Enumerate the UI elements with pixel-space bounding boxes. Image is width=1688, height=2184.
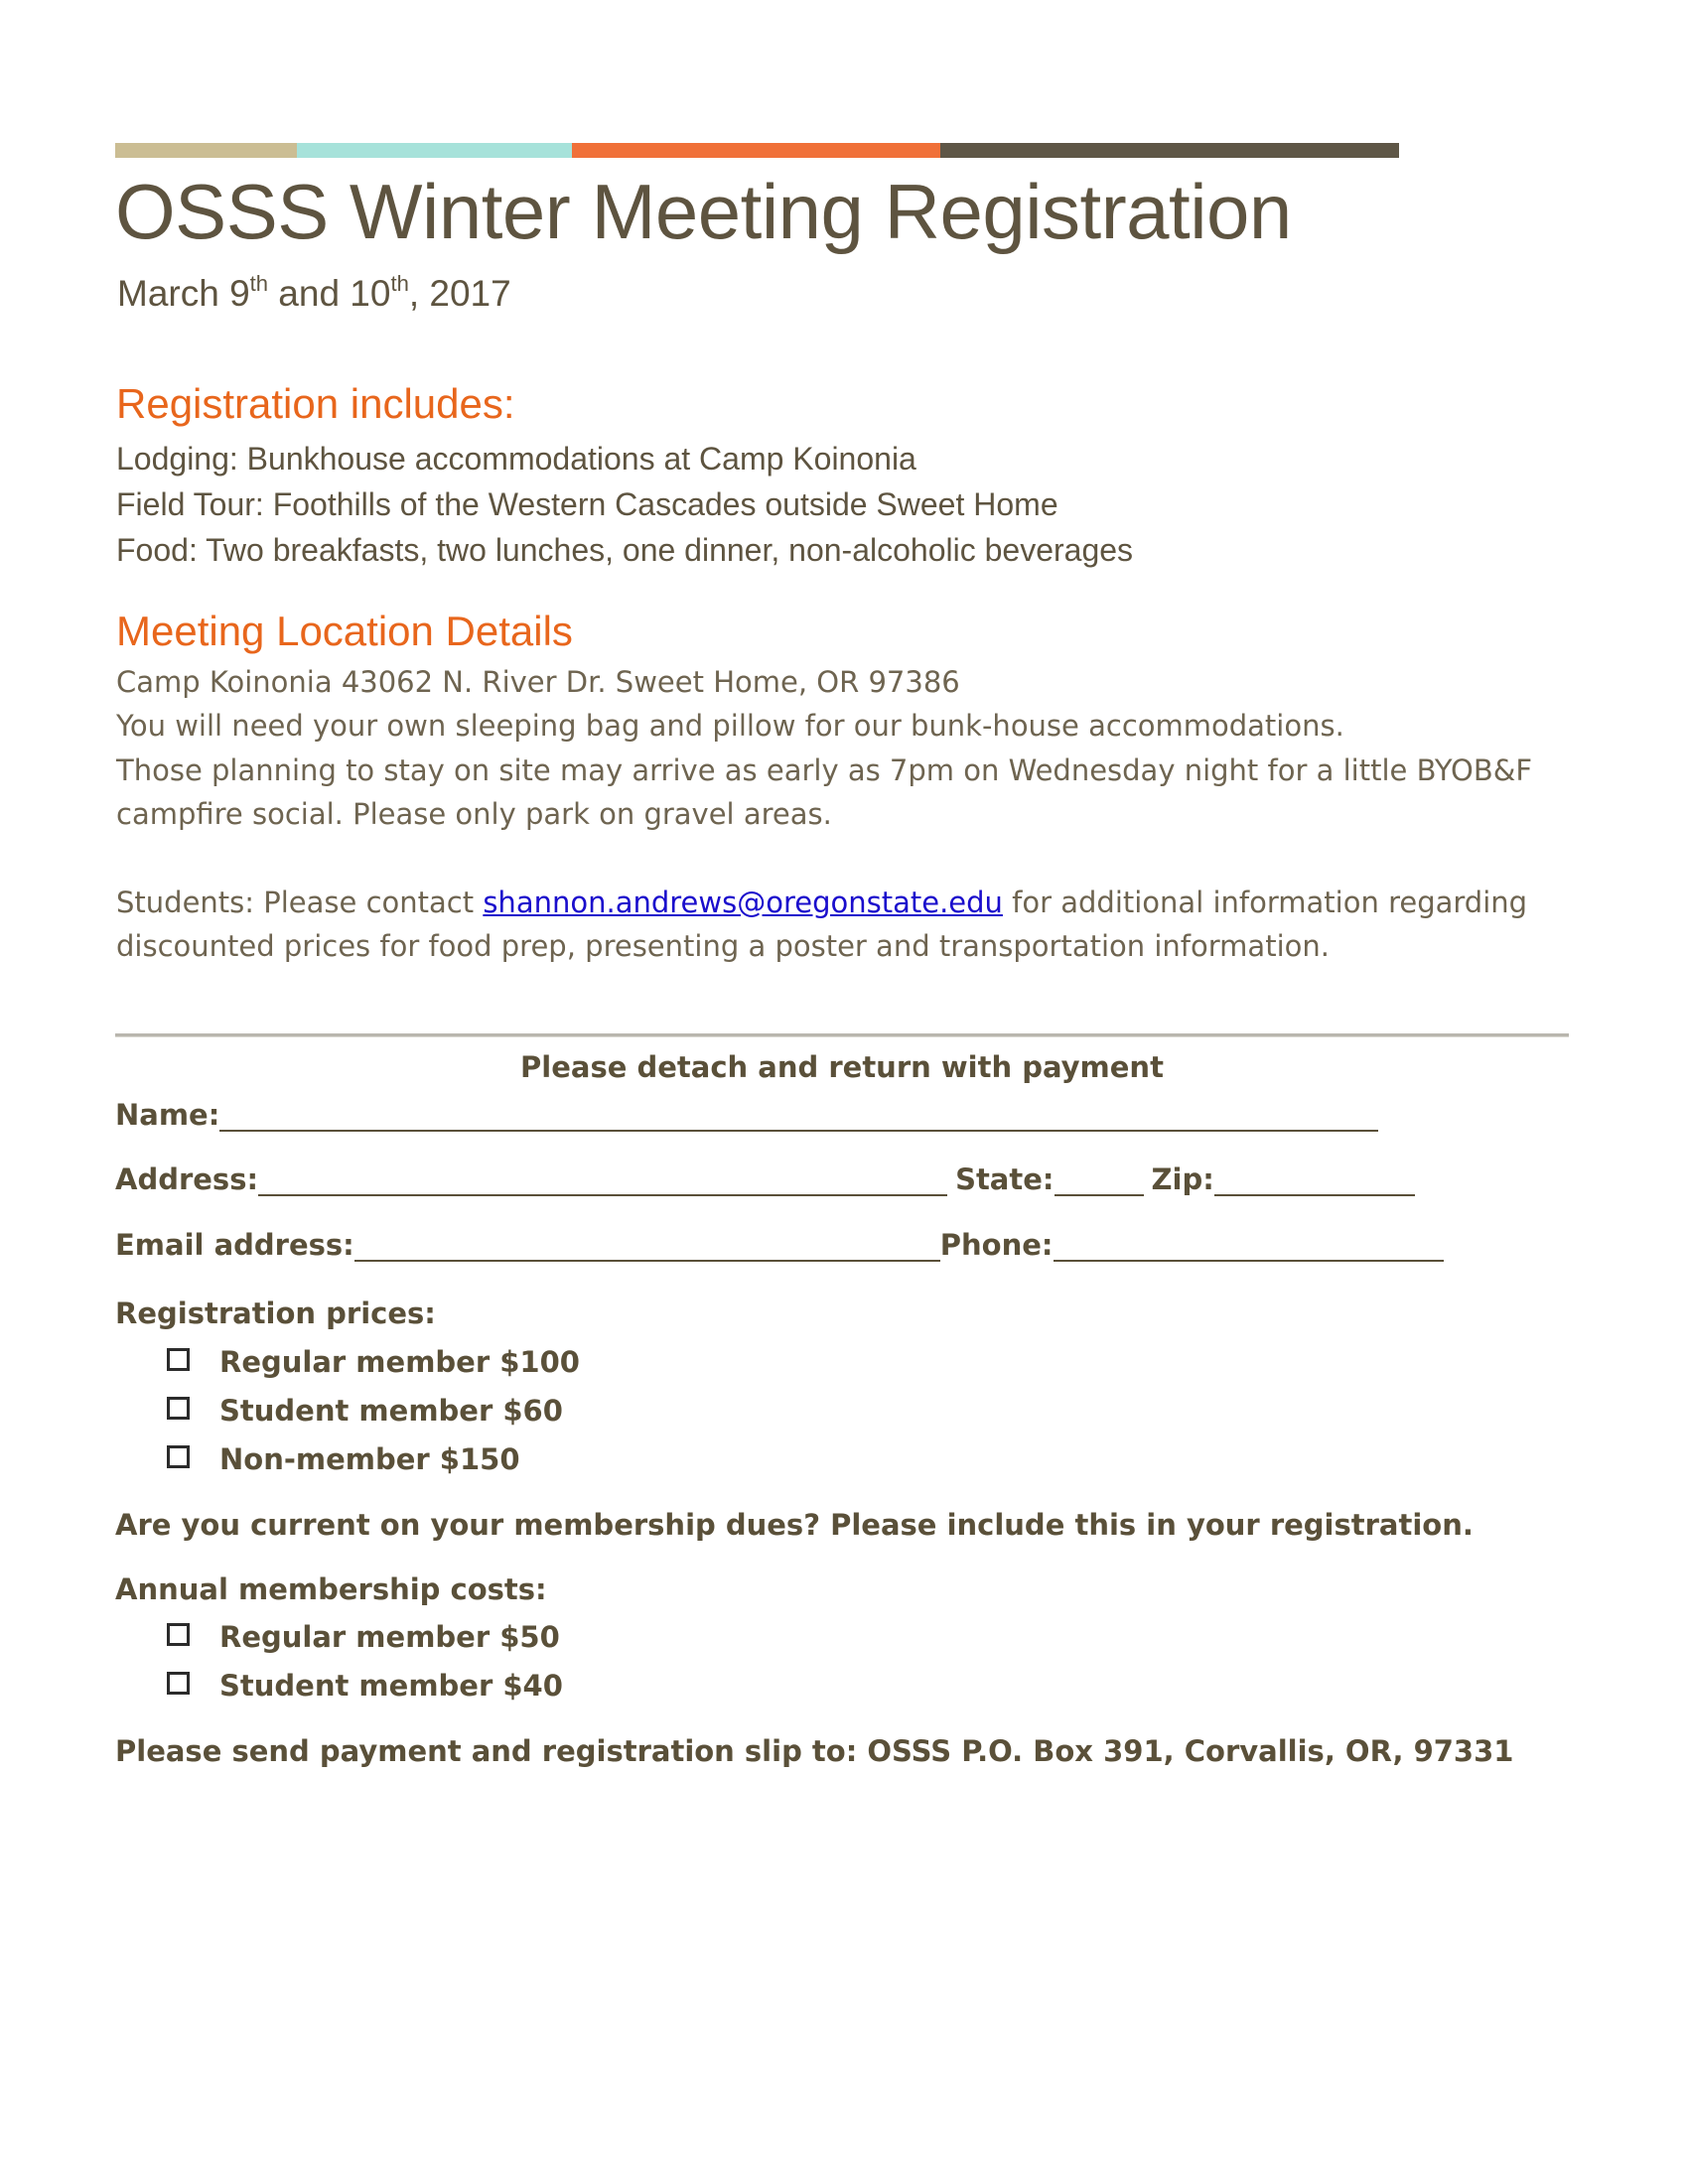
location-heading: Meeting Location Details: [116, 608, 573, 654]
option-label: Regular member $50: [219, 1620, 560, 1654]
students-email-link[interactable]: shannon.andrews@oregonstate.edu: [483, 886, 1003, 919]
name-row: [115, 1098, 1378, 1138]
annual-membership-label: Annual membership costs:: [115, 1572, 547, 1606]
date-year: , 2017: [408, 273, 511, 314]
students-line-2: discounted prices for food prep, presenting a poster and transportation information.: [116, 929, 1330, 963]
location-arrival-line-1: Those planning to stay on site may arrive as early as 7pm on Wednesday night for a little BYOB&F: [116, 753, 1533, 787]
header-color-bar: [115, 143, 1399, 158]
color-bar-tan: [115, 143, 297, 158]
date-second-day: and 10: [268, 273, 391, 314]
detach-divider: [115, 1033, 1569, 1037]
students-prefix: Students: Please contact: [116, 886, 484, 919]
checkbox-regular-member-100[interactable]: [167, 1348, 190, 1371]
option-label: Student member $60: [219, 1394, 563, 1428]
membership-dues-question: Are you current on your membership dues? Please include this in your registration.: [115, 1508, 1474, 1542]
option-non-member-150: [167, 1442, 520, 1476]
address-field[interactable]: [258, 1164, 947, 1196]
zip-field[interactable]: [1214, 1164, 1415, 1196]
option-label: Regular member $100: [219, 1345, 580, 1379]
page-title: OSSS Winter Meeting Registration: [115, 168, 1292, 255]
includes-field-tour: Field Tour: Foothills of the Western Cascades outside Sweet Home: [116, 486, 1058, 522]
phone-label: Phone:: [939, 1228, 1054, 1262]
address-row: [115, 1162, 1415, 1202]
name-field[interactable]: [219, 1100, 1378, 1132]
name-label: Name:: [115, 1098, 220, 1132]
zip-label: Zip:: [1151, 1162, 1214, 1196]
option-annual-regular-50: [167, 1620, 560, 1654]
location-sleeping: You will need your own sleeping bag and pillow for our bunk-house accommodations.: [116, 709, 1344, 743]
email-field[interactable]: [354, 1230, 940, 1262]
color-bar-orange: [572, 143, 940, 158]
students-line-1: [116, 886, 1527, 919]
date-month: March 9: [117, 273, 250, 314]
checkbox-annual-regular-50[interactable]: [167, 1623, 190, 1646]
address-label: Address:: [115, 1162, 259, 1196]
date-ordinal-1: th: [249, 271, 269, 296]
checkbox-annual-student-40[interactable]: [167, 1672, 190, 1695]
email-label: Email address:: [115, 1228, 354, 1262]
date-ordinal-2: th: [390, 271, 409, 296]
state-label: State:: [955, 1162, 1055, 1196]
state-field[interactable]: [1055, 1164, 1144, 1196]
location-address: Camp Koinonia 43062 N. River Dr. Sweet Home, OR 97386: [116, 665, 960, 699]
option-regular-member-100: [167, 1345, 580, 1379]
email-phone-row: [115, 1228, 1444, 1268]
checkbox-non-member-150[interactable]: [167, 1445, 190, 1468]
meeting-date: [117, 273, 511, 315]
option-label: Student member $40: [219, 1669, 563, 1703]
students-suffix: for additional information regarding: [1002, 886, 1528, 919]
detach-instructions: Please detach and return with payment: [520, 1050, 1164, 1084]
option-label: Non-member $150: [219, 1442, 520, 1476]
option-annual-student-40: [167, 1669, 563, 1703]
registration-prices-label: Registration prices:: [115, 1297, 436, 1330]
includes-lodging: Lodging: Bunkhouse accommodations at Camp Koinonia: [116, 441, 916, 477]
color-bar-aqua: [297, 143, 572, 158]
phone-field[interactable]: [1054, 1230, 1444, 1262]
color-bar-brown: [940, 143, 1399, 158]
payment-mailing-address: Please send payment and registration slip to: OSSS P.O. Box 391, Corvallis, OR, 97331: [115, 1734, 1514, 1768]
location-arrival-line-2: campfire social. Please only park on gravel areas.: [116, 797, 832, 831]
checkbox-student-member-60[interactable]: [167, 1397, 190, 1420]
includes-heading: Registration includes:: [116, 380, 515, 427]
option-student-member-60: [167, 1394, 563, 1428]
includes-food: Food: Two breakfasts, two lunches, one dinner, non-alcoholic beverages: [116, 532, 1134, 568]
